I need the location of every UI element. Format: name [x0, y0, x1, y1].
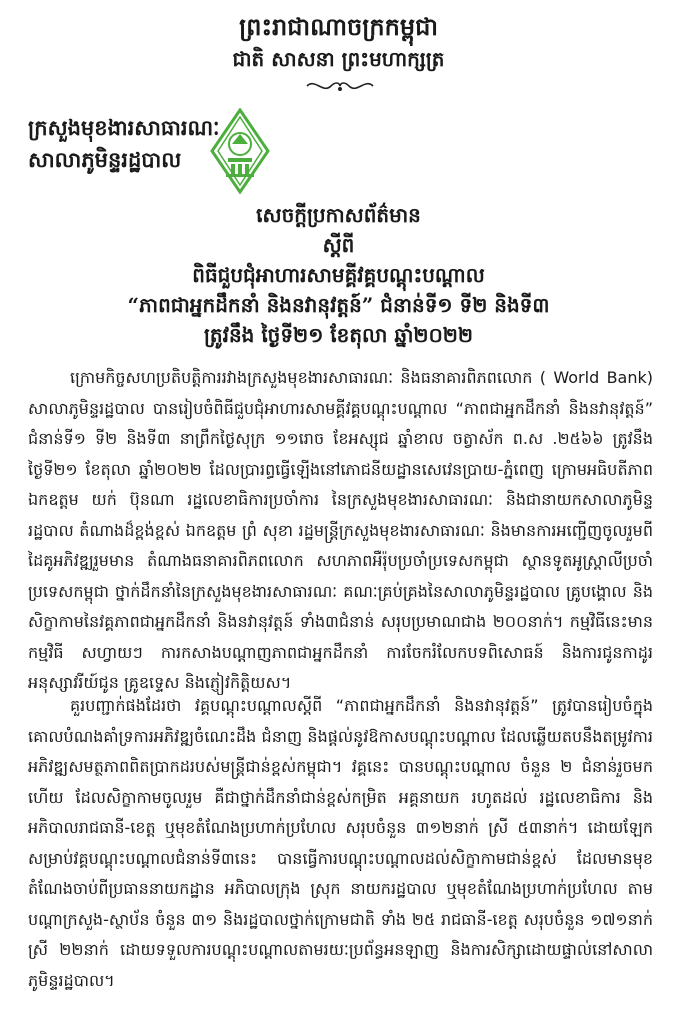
title-line-5: ត្រូវនឹង ថ្ងៃទី២១ ខែតុលា ឆ្នាំ២០២២ — [203, 323, 474, 347]
title-line-2: ស្តីពី — [322, 233, 355, 257]
body-paragraph-1: ក្រោមកិច្ចសហប្រតិបត្តិការរវាងក្រសួងមុខងារសាធារណៈ និងធនាគារពិភពលោក ( World Bank) សាលាភូមិន្ទរដ្ឋបាល បានរៀបចំពិធីជួបជុំអាហារសាមគ្គីវគ្គបណ្តុះបណ្តាល “ភាពជាអ្នកដឹកនាំ និងនវានុវត្តន៍” ជំនាន់ទី១ ទី២ និងទី៣ នាព្រឹកថ្ងៃសុក្រ ១១រោច ខែអស្សុជ ឆ្នាំខាល ចត្វាស័ក ព.ស .២៥៦៦ ត្រូវនឹងថ្ងៃទី២១ ខែតុលា ឆ្នាំ២០២២ ដែលប្រារព្ធធ្វើឡើងនៅភោជនីយដ្ឋានសេវេនប្រាយ-ភ្នំពេញ ក្រោមអធិបតីភាព ឯកឧត្តម យក់ ប៊ុនណា រដ្ឋលេខាធិការប្រចាំការ នៃក្រសួងមុខងារសាធារណៈ និងជានាយកសាលាភូមិន្ទរដ្ឋបាល តំណាងដ៏ខ្ពង់ខ្ពស់ ឯកឧត្តម ព្រំ សុខា រដ្ឋមន្ត្រីក្រសួងមុខងារសាធារណៈ និងមានការអញ្ជើញចូលរួមពីដៃគូអភិវឌ្ឍរួមមាន តំណាងធនាគារពិភពលោក សហភាពអឺរ៉ុបប្រចាំប្រទេសកម្ពុជា ស្ថានទូតអូស្ត្រាលីប្រចាំប្រទេសកម្ពុជា ថ្នាក់ដឹកនាំនៃក្រសួងមុខងារសាធារណៈ គណៈគ្រប់គ្រងនៃសាលាភូមិន្ទរដ្ឋបាល គ្រូបង្គោល និងសិក្ខាកាមនៃវគ្គភាពជាអ្នកដឹកនាំ និងនវានុវត្តន៍ ទាំង៣ជំនាន់ សរុបប្រមាណជាង ២០០នាក់។ កម្មវិធីនេះមានកម្មវិធី សហ្វាយៗ ការកសាងបណ្តាញភាពជាអ្នកដឹកនាំ ការចែករំលែកបទពិសោធន៍ និងការជូនកាដូរអនុស្សាវរីយ៍ជូន គ្រូឧទ្ទេស និងភ្ញៀវកិត្តិយស។ — [28, 368, 653, 692]
ornament-divider-icon — [305, 78, 375, 94]
announcement-title — [40, 200, 637, 350]
school-emblem-icon — [210, 108, 270, 194]
school-name: សាលាភូមិន្ទរដ្ឋបាល — [28, 147, 182, 172]
ministry-name: ក្រសួងមុខងារសាធារណៈ — [28, 115, 220, 140]
title-line-1: សេចក្តីប្រកាសព័ត៌មាន — [256, 203, 421, 227]
title-line-4: “ភាពជាអ្នកដឹកនាំ និងនវានុវត្តន៍” ជំនាន់ទី១ ទី២ និងទី៣ — [127, 293, 550, 317]
body-paragraph-2: គួរបញ្ជាក់ផងដែរថា វគ្គបណ្តុះបណ្តាលស្តីពី “ភាពជាអ្នកដឹកនាំ និងនវានុវត្តន៍” ត្រូវបានរៀបចំក្នុងគោលបំណងគាំទ្រការអភិវឌ្ឍចំណេះដឹង ជំនាញ និងផ្តល់នូវឱកាសបណ្តុះបណ្តាល ដែលឆ្លើយតបនឹងតម្រូវការអភិវឌ្ឍសមត្ថភាពពិតប្រាកដរបស់មន្ត្រីជាន់ខ្ពស់កម្ពុជា។ វគ្គនេះ បានបណ្តុះបណ្តាល ចំនួន ២ ជំនាន់រួចមកហើយ ដែលសិក្ខាកាមចូលរួម គឺជាថ្នាក់ដឹកនាំជាន់ខ្ពស់កម្រិត អគ្គនាយក រហូតដល់ រដ្ឋលេខាធិការ និងអភិបាលរាជធានី-ខេត្ត ឬមុខតំណែងប្រហាក់ប្រហែល សរុបចំនួន ៣១២នាក់ ស្រី ៥៣នាក់។ ដោយឡែក សម្រាប់វគ្គបណ្តុះបណ្តាលជំនាន់ទី៣នេះ បានធ្វើការបណ្តុះបណ្តាលដល់សិក្ខាកាមជាន់ខ្ពស់ ដែលមានមុខតំណែងចាប់ពីប្រធាននាយកដ្ឋាន អភិបាលក្រុង ស្រុក នាយករដ្ឋបាល ឬមុខតំណែងប្រហាក់ប្រហែល តាមបណ្តាក្រសួង-ស្ថាប័ន ចំនួន ៣១ និងរដ្ឋបាលថ្នាក់ក្រោមជាតិ ទាំង ២៥ រាជធានី-ខេត្ត សរុបចំនួន ១៧១នាក់ ស្រី ២២នាក់ ដោយទទួលការបណ្តុះបណ្តាលតាមរយៈប្រព័ន្ធអនឡាញ និងការសិក្សាដោយផ្ទាល់នៅសាលាភូមិន្ទរដ្ឋបាល។ — [28, 696, 653, 990]
national-motto: ជាតិ សាសនា ព្រះមហាក្សត្រ — [232, 47, 445, 71]
ministry-block — [28, 112, 220, 176]
kingdom-title: ព្រះរាជាណាចក្រកម្ពុជា — [239, 12, 438, 41]
title-line-3: ពិធីជួបជុំអាហារសាមគ្គីវគ្គបណ្តុះបណ្តាល — [192, 263, 485, 287]
